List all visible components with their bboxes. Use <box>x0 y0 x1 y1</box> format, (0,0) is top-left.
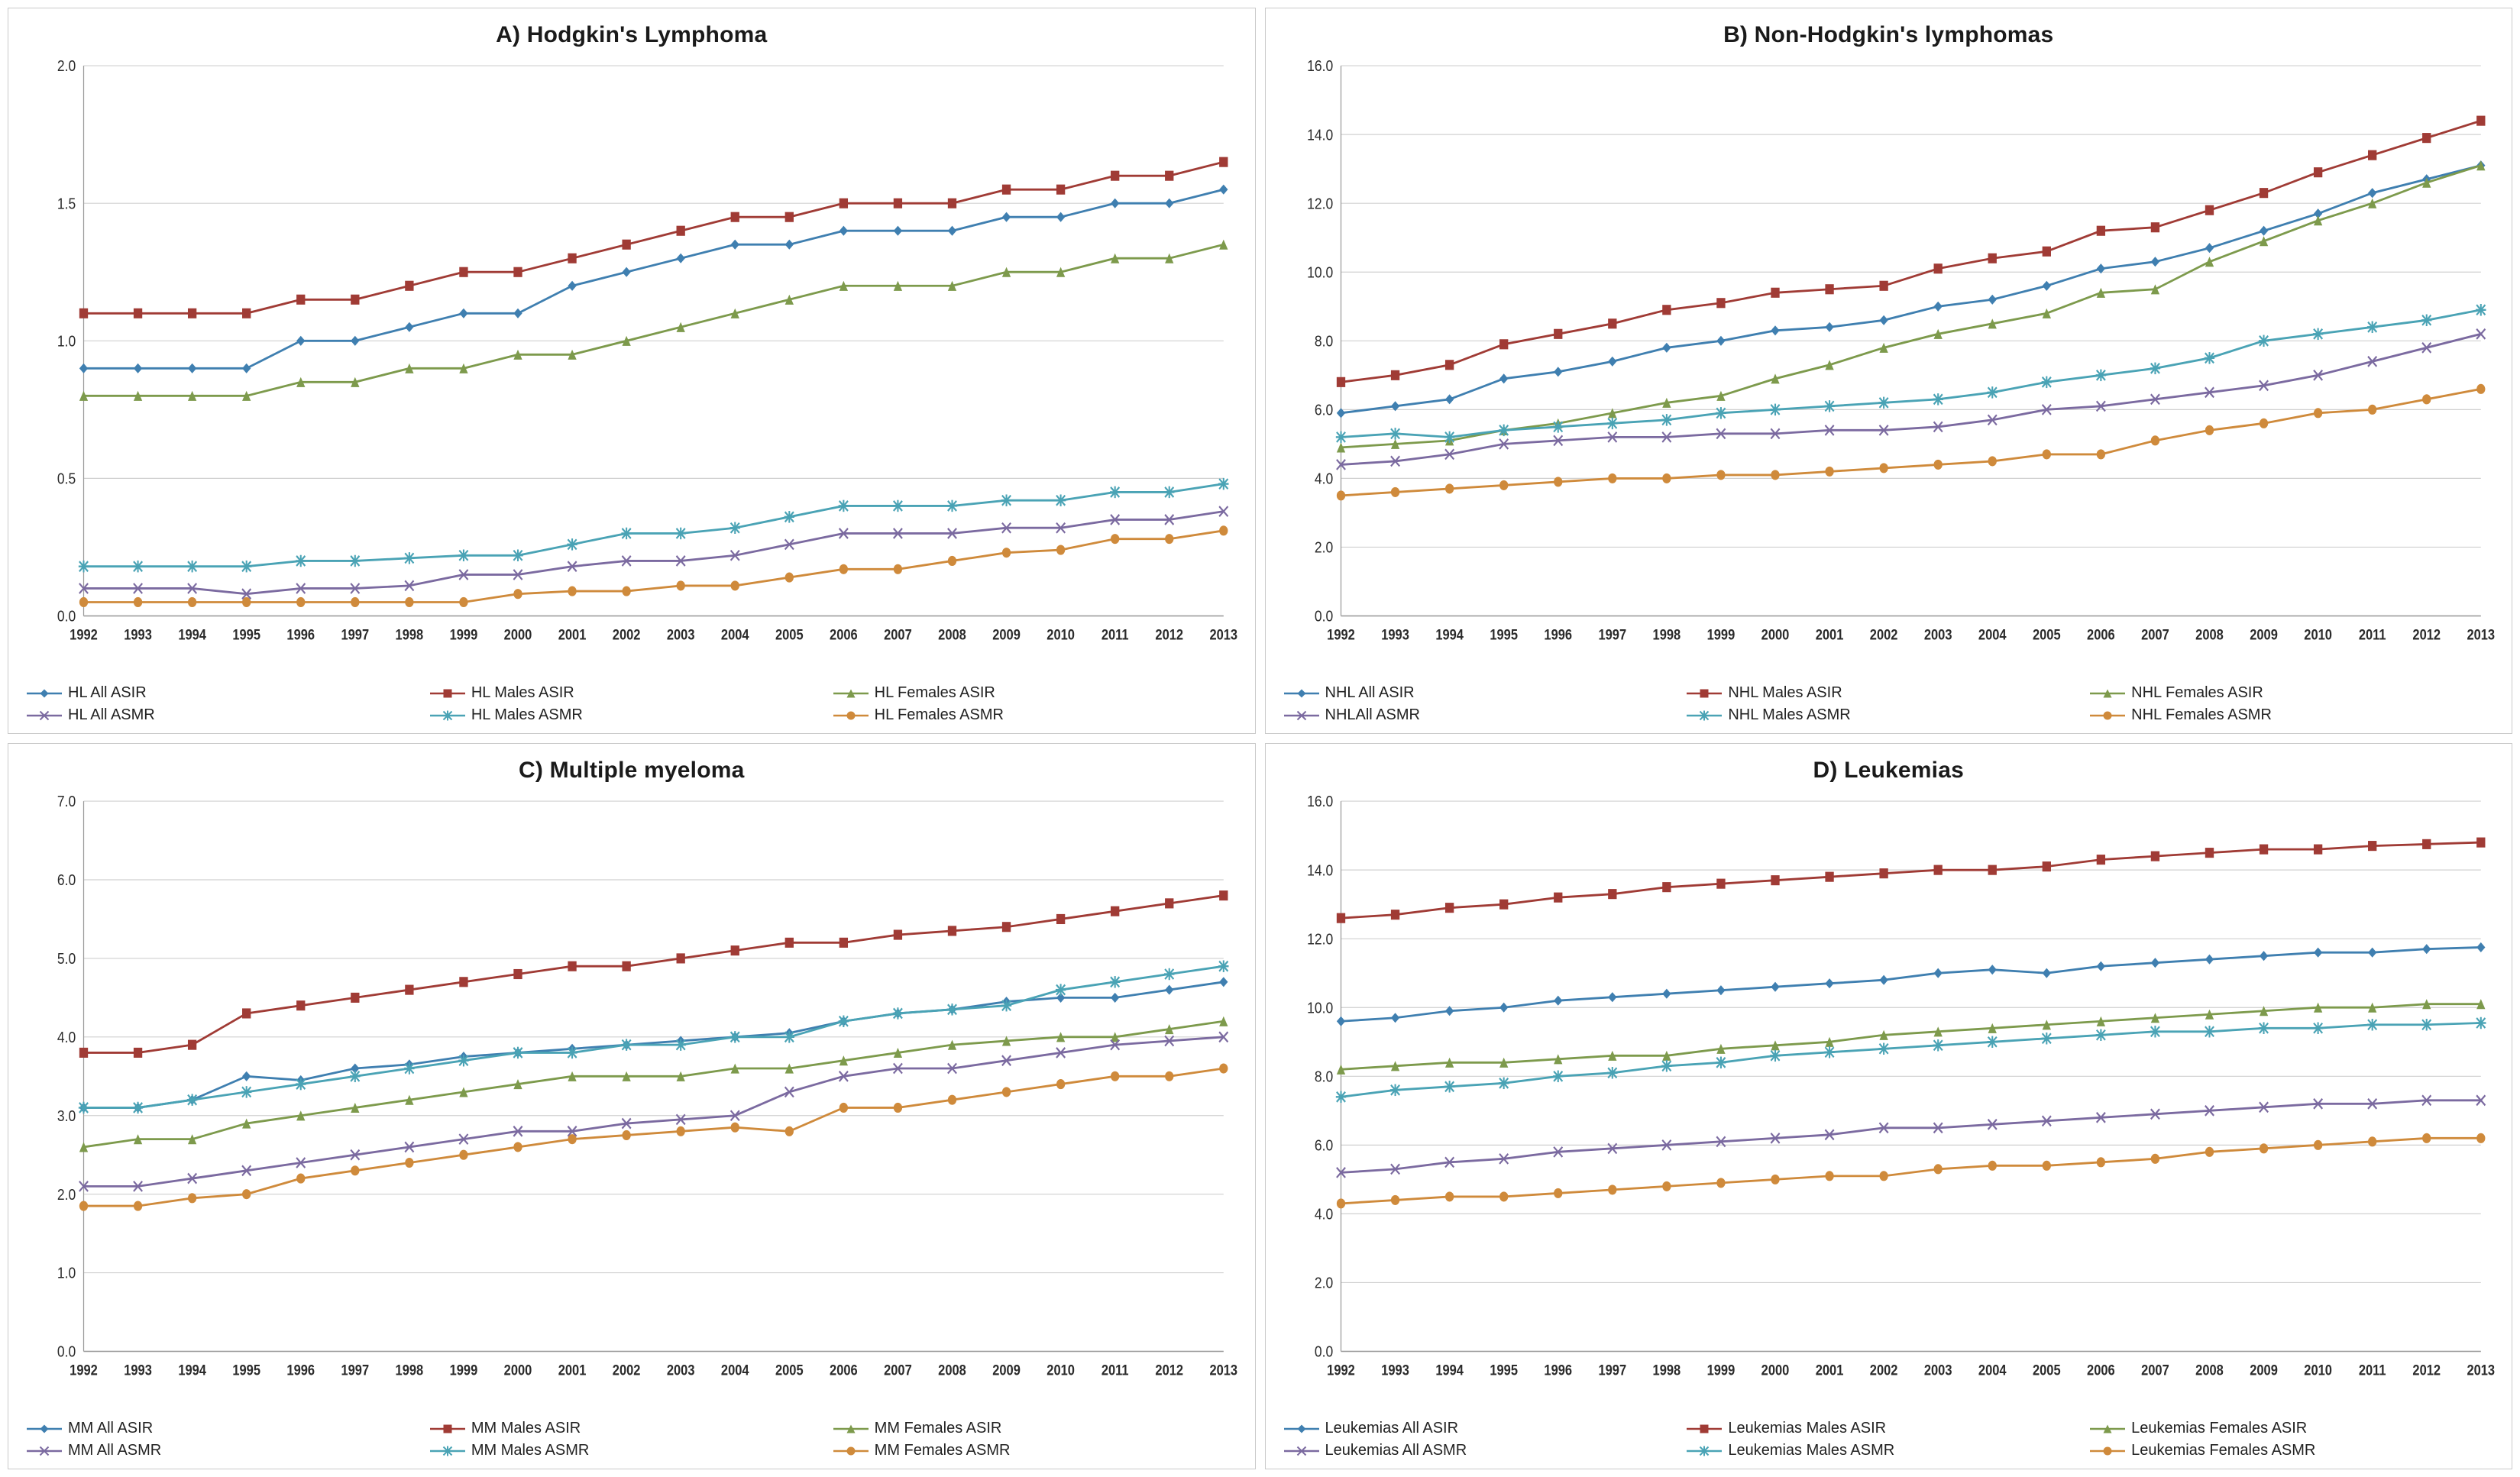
line-chart-c <box>16 787 1243 1415</box>
line-chart-b <box>1273 51 2500 680</box>
legend-d <box>1266 1415 2512 1469</box>
svg-text:1994: 1994 <box>178 1362 206 1378</box>
legend-marker-icon <box>430 1445 465 1457</box>
line-chart-d <box>1273 787 2500 1415</box>
svg-text:2001: 2001 <box>558 626 587 643</box>
legend-item <box>1284 706 1687 724</box>
svg-text:1992: 1992 <box>1326 626 1355 643</box>
legend-marker-icon <box>1284 1445 1319 1457</box>
svg-text:2006: 2006 <box>830 1362 858 1378</box>
svg-text:2006: 2006 <box>2086 1362 2115 1378</box>
legend-label: Leukemias All ASIR <box>1325 1420 1459 1437</box>
svg-text:2.0: 2.0 <box>1314 1275 1333 1292</box>
svg-text:1997: 1997 <box>341 1362 370 1378</box>
svg-text:1994: 1994 <box>1435 626 1464 643</box>
svg-text:2013: 2013 <box>2466 626 2495 643</box>
svg-text:1994: 1994 <box>1435 1362 1464 1378</box>
chart-panel-d <box>1265 743 2513 1469</box>
svg-text:2007: 2007 <box>884 626 912 643</box>
legend-marker-icon <box>27 709 62 722</box>
svg-text:2008: 2008 <box>2195 626 2224 643</box>
legend-marker-icon <box>2090 687 2125 700</box>
panel-title-d: D) Leukemias <box>1813 758 1964 783</box>
legend-item <box>430 1420 833 1437</box>
svg-text:2009: 2009 <box>992 626 1021 643</box>
svg-text:1993: 1993 <box>124 1362 152 1378</box>
svg-text:1999: 1999 <box>1706 626 1735 643</box>
svg-text:2005: 2005 <box>2032 1362 2061 1378</box>
svg-text:2013: 2013 <box>1209 1362 1238 1378</box>
legend-label: MM All ASIR <box>68 1420 154 1437</box>
svg-text:1993: 1993 <box>1380 626 1409 643</box>
legend-item <box>833 1420 1237 1437</box>
svg-text:2012: 2012 <box>1155 626 1184 643</box>
svg-text:3.0: 3.0 <box>57 1107 76 1126</box>
svg-text:1996: 1996 <box>286 1362 315 1378</box>
svg-text:2012: 2012 <box>1155 1362 1184 1378</box>
svg-text:2008: 2008 <box>938 626 966 643</box>
svg-text:4.0: 4.0 <box>1314 470 1333 488</box>
svg-text:2004: 2004 <box>720 1362 749 1378</box>
legend-marker-icon <box>2090 1423 2125 1435</box>
legend-label: MM All ASMR <box>68 1442 162 1459</box>
svg-text:16.0: 16.0 <box>1306 793 1333 811</box>
svg-text:1992: 1992 <box>70 626 98 643</box>
svg-text:2002: 2002 <box>1869 1362 1897 1378</box>
svg-text:2006: 2006 <box>2086 626 2115 643</box>
svg-text:10.0: 10.0 <box>1306 1000 1333 1017</box>
svg-text:2002: 2002 <box>1869 626 1897 643</box>
svg-text:10.0: 10.0 <box>1306 264 1333 282</box>
legend-label: MM Females ASMR <box>874 1442 1011 1459</box>
svg-text:1996: 1996 <box>1543 1362 1572 1378</box>
svg-text:2005: 2005 <box>775 1362 804 1378</box>
svg-text:0.0: 0.0 <box>1314 1343 1333 1362</box>
svg-text:1996: 1996 <box>286 626 315 643</box>
svg-text:2007: 2007 <box>2140 1362 2169 1378</box>
legend-label: Leukemias Males ASMR <box>1728 1442 1895 1459</box>
svg-text:4.0: 4.0 <box>1314 1206 1333 1223</box>
svg-text:1998: 1998 <box>1652 626 1681 643</box>
svg-text:2000: 2000 <box>503 1362 532 1378</box>
svg-text:2001: 2001 <box>558 1362 587 1378</box>
chart-panel-b <box>1265 8 2513 734</box>
legend-b <box>1266 680 2512 733</box>
legend-item <box>27 1442 430 1459</box>
legend-c <box>8 1415 1255 1469</box>
chart-panel-a <box>8 8 1256 734</box>
svg-text:1997: 1997 <box>1598 1362 1626 1378</box>
legend-marker-icon <box>833 1423 869 1435</box>
svg-text:14.0: 14.0 <box>1306 862 1333 880</box>
legend-item <box>27 1420 430 1437</box>
legend-marker-icon <box>1284 1423 1319 1435</box>
legend-marker-icon <box>833 709 869 722</box>
legend-label: Leukemias Males ASIR <box>1728 1420 1887 1437</box>
svg-text:2012: 2012 <box>2412 1362 2441 1378</box>
svg-text:1998: 1998 <box>395 1362 424 1378</box>
svg-text:6.0: 6.0 <box>1314 1137 1333 1155</box>
svg-text:2011: 2011 <box>2358 1362 2386 1378</box>
plot-area-d <box>1273 787 2500 1415</box>
panel-title-a: A) Hodgkin's Lymphoma <box>496 22 768 47</box>
legend-marker-icon <box>2090 709 2125 722</box>
svg-text:2007: 2007 <box>884 1362 912 1378</box>
legend-label: MM Males ASIR <box>471 1420 581 1437</box>
legend-item <box>1687 1420 2090 1437</box>
svg-text:2010: 2010 <box>1046 1362 1075 1378</box>
legend-item <box>1687 1442 2090 1459</box>
svg-text:6.0: 6.0 <box>1314 402 1333 419</box>
svg-text:2.0: 2.0 <box>1314 539 1333 557</box>
svg-text:2009: 2009 <box>2249 626 2278 643</box>
legend-item <box>2090 1420 2493 1437</box>
legend-item <box>2090 684 2493 702</box>
legend-marker-icon <box>430 1423 465 1435</box>
svg-text:2006: 2006 <box>830 626 858 643</box>
legend-marker-icon <box>430 709 465 722</box>
legend-item <box>1284 1420 1687 1437</box>
svg-text:16.0: 16.0 <box>1306 58 1333 76</box>
legend-item <box>833 706 1237 724</box>
svg-text:0.0: 0.0 <box>1314 608 1333 626</box>
plot-area-c <box>16 787 1243 1415</box>
legend-marker-icon <box>1687 1445 1722 1457</box>
legend-marker-icon <box>27 1423 62 1435</box>
svg-text:5.0: 5.0 <box>57 950 76 968</box>
legend-item <box>27 706 430 724</box>
svg-text:1995: 1995 <box>1489 1362 1518 1378</box>
legend-item <box>1284 1442 1687 1459</box>
panel-title-b: B) Non-Hodgkin's lymphomas <box>1723 22 2054 47</box>
legend-label: NHL Males ASMR <box>1728 706 1851 723</box>
legend-label: HL All ASMR <box>68 706 155 723</box>
svg-text:1998: 1998 <box>1652 1362 1681 1378</box>
svg-text:0.0: 0.0 <box>57 1343 76 1362</box>
plot-area-a <box>16 51 1243 680</box>
chart-panel-c <box>8 743 1256 1469</box>
legend-item <box>2090 1442 2493 1459</box>
legend-label: HL Males ASIR <box>471 684 574 701</box>
legend-marker-icon <box>1687 1423 1722 1435</box>
svg-text:2000: 2000 <box>503 626 532 643</box>
svg-text:2002: 2002 <box>612 1362 641 1378</box>
legend-item <box>1687 684 2090 702</box>
legend-label: NHLAll ASMR <box>1325 706 1420 723</box>
svg-text:2009: 2009 <box>992 1362 1021 1378</box>
legend-label: MM Females ASIR <box>874 1420 1002 1437</box>
svg-text:2013: 2013 <box>1209 626 1238 643</box>
svg-text:2004: 2004 <box>1978 626 2007 643</box>
svg-text:12.0: 12.0 <box>1306 931 1333 949</box>
svg-text:2007: 2007 <box>2140 626 2169 643</box>
svg-text:1999: 1999 <box>1706 1362 1735 1378</box>
svg-text:1993: 1993 <box>1380 1362 1409 1378</box>
svg-text:2004: 2004 <box>720 626 749 643</box>
svg-text:2.0: 2.0 <box>57 58 76 76</box>
svg-text:2010: 2010 <box>1046 626 1075 643</box>
svg-text:0.5: 0.5 <box>57 470 76 488</box>
svg-text:1995: 1995 <box>232 626 261 643</box>
svg-text:2012: 2012 <box>2412 626 2441 643</box>
plot-area-b <box>1273 51 2500 680</box>
legend-label: Leukemias Females ASMR <box>2131 1442 2316 1459</box>
legend-item <box>430 706 833 724</box>
svg-text:2011: 2011 <box>2358 626 2386 643</box>
svg-text:1992: 1992 <box>1326 1362 1355 1378</box>
svg-text:2003: 2003 <box>666 1362 695 1378</box>
svg-text:1997: 1997 <box>341 626 370 643</box>
svg-text:2005: 2005 <box>775 626 804 643</box>
svg-text:1.0: 1.0 <box>57 1265 76 1283</box>
svg-text:2008: 2008 <box>938 1362 966 1378</box>
svg-text:2010: 2010 <box>2303 626 2332 643</box>
legend-label: Leukemias Females ASIR <box>2131 1420 2308 1437</box>
legend-item <box>1284 684 1687 702</box>
svg-text:1999: 1999 <box>449 1362 478 1378</box>
legend-label: NHL Males ASIR <box>1728 684 1842 701</box>
legend-marker-icon <box>27 687 62 700</box>
line-chart-a <box>16 51 1243 680</box>
legend-label: NHL Females ASMR <box>2131 706 2272 723</box>
svg-text:1.5: 1.5 <box>57 196 76 213</box>
svg-text:1998: 1998 <box>395 626 424 643</box>
legend-label: NHL All ASIR <box>1325 684 1415 701</box>
legend-marker-icon <box>1687 687 1722 700</box>
svg-text:2003: 2003 <box>1923 1362 1952 1378</box>
svg-text:2011: 2011 <box>1101 626 1129 643</box>
legend-marker-icon <box>833 1445 869 1457</box>
legend-marker-icon <box>430 687 465 700</box>
svg-text:2009: 2009 <box>2249 1362 2278 1378</box>
legend-label: HL Females ASMR <box>874 706 1004 723</box>
svg-text:7.0: 7.0 <box>57 793 76 811</box>
legend-label: MM Males ASMR <box>471 1442 590 1459</box>
svg-text:1995: 1995 <box>232 1362 261 1378</box>
svg-text:4.0: 4.0 <box>57 1029 76 1047</box>
svg-text:2001: 2001 <box>1815 626 1843 643</box>
legend-item <box>833 1442 1237 1459</box>
legend-item <box>1687 706 2090 724</box>
legend-marker-icon <box>2090 1445 2125 1457</box>
svg-text:2002: 2002 <box>612 626 641 643</box>
svg-text:2000: 2000 <box>1761 1362 1789 1378</box>
legend-item <box>430 684 833 702</box>
svg-text:12.0: 12.0 <box>1306 196 1333 213</box>
svg-text:2000: 2000 <box>1761 626 1789 643</box>
svg-text:2011: 2011 <box>1101 1362 1129 1378</box>
svg-text:2010: 2010 <box>2303 1362 2332 1378</box>
legend-label: HL Males ASMR <box>471 706 583 723</box>
svg-text:2004: 2004 <box>1978 1362 2007 1378</box>
panel-title-c: C) Multiple myeloma <box>518 758 745 783</box>
svg-text:2001: 2001 <box>1815 1362 1843 1378</box>
legend-item <box>27 684 430 702</box>
svg-text:1999: 1999 <box>449 626 478 643</box>
svg-text:8.0: 8.0 <box>1314 1068 1333 1086</box>
svg-text:14.0: 14.0 <box>1306 127 1333 144</box>
svg-text:0.0: 0.0 <box>57 608 76 626</box>
svg-text:1993: 1993 <box>124 626 152 643</box>
legend-item <box>833 684 1237 702</box>
svg-text:1997: 1997 <box>1598 626 1626 643</box>
legend-label: HL Females ASIR <box>874 684 995 701</box>
legend-item <box>430 1442 833 1459</box>
svg-text:2.0: 2.0 <box>57 1186 76 1204</box>
svg-text:2005: 2005 <box>2032 626 2061 643</box>
svg-text:1992: 1992 <box>70 1362 98 1378</box>
svg-text:6.0: 6.0 <box>57 872 76 890</box>
legend-a <box>8 680 1255 733</box>
svg-text:2003: 2003 <box>1923 626 1952 643</box>
svg-text:1996: 1996 <box>1543 626 1572 643</box>
legend-label: Leukemias All ASMR <box>1325 1442 1467 1459</box>
legend-marker-icon <box>1284 687 1319 700</box>
svg-text:8.0: 8.0 <box>1314 333 1333 351</box>
legend-item <box>2090 706 2493 724</box>
legend-marker-icon <box>1687 709 1722 722</box>
svg-text:1994: 1994 <box>178 626 206 643</box>
legend-marker-icon <box>833 687 869 700</box>
legend-marker-icon <box>1284 709 1319 722</box>
legend-label: NHL Females ASIR <box>2131 684 2263 701</box>
legend-label: HL All ASIR <box>68 684 147 701</box>
svg-text:2013: 2013 <box>2466 1362 2495 1378</box>
svg-text:2008: 2008 <box>2195 1362 2224 1378</box>
svg-text:1.0: 1.0 <box>57 333 76 351</box>
svg-text:2003: 2003 <box>666 626 695 643</box>
legend-marker-icon <box>27 1445 62 1457</box>
svg-text:1995: 1995 <box>1489 626 1518 643</box>
